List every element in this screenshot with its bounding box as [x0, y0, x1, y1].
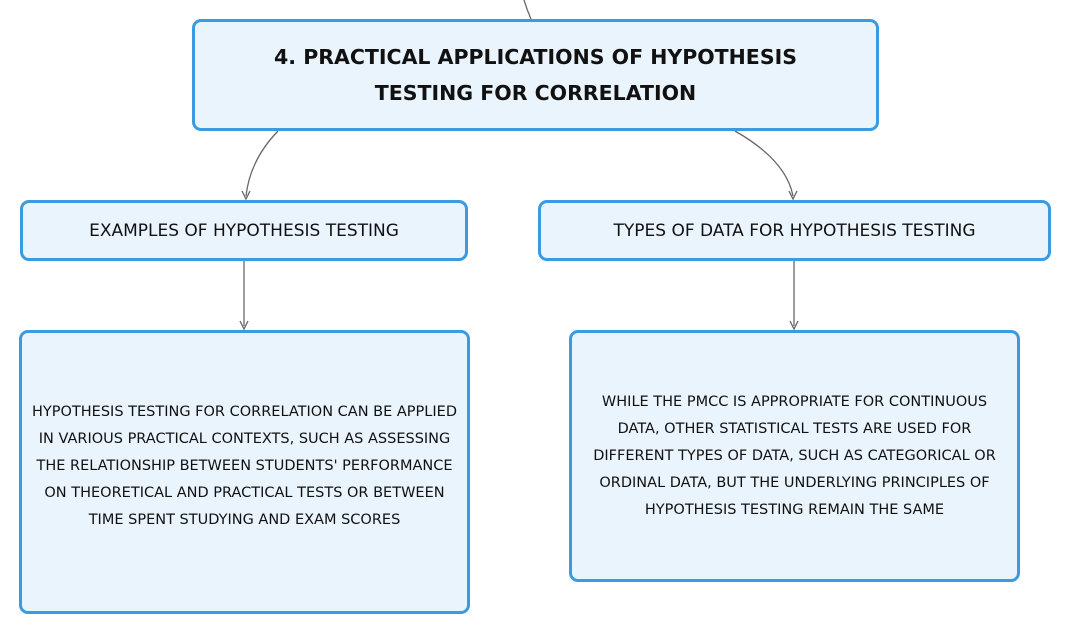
- types-node[interactable]: [538, 200, 1051, 261]
- connector-root-to-examples: [246, 131, 278, 196]
- types-detail-node[interactable]: [569, 330, 1020, 582]
- examples-detail-node[interactable]: [19, 330, 470, 614]
- root-node[interactable]: [192, 19, 879, 131]
- examples-node-label: EXAMPLES OF HYPOTHESIS TESTING: [89, 220, 399, 241]
- types-detail-text: WHILE THE PMCC IS APPROPRIATE FOR CONTINUOUS DATA, OTHER STATISTICAL TESTS ARE USED FOR DIFFERENT TYPES OF DATA, SUCH AS CATEGORICAL OR ORDINAL DATA, BUT THE UNDERLYING PRINCIPLES OF HYPOTHESIS TESTING REMAIN THE SAME: [593, 393, 996, 518]
- root-node-label: 4. PRACTICAL APPLICATIONS OF HYPOTHESIS TESTING FOR CORRELATION: [274, 45, 797, 105]
- connector-root-to-types: [735, 131, 793, 196]
- connector-parent-to-root: [524, 0, 531, 19]
- examples-node[interactable]: [20, 200, 468, 261]
- examples-detail-text: HYPOTHESIS TESTING FOR CORRELATION CAN BE APPLIED IN VARIOUS PRACTICAL CONTEXTS, SUCH AS ASSESSING THE RELATIONSHIP BETWEEN STUDENTS' PERFORMANCE ON THEORETICAL AND PRACTICAL TESTS OR BETWEEN TIME SPENT STUDYING AND EXAM SCORES: [32, 403, 457, 528]
- types-node-label: TYPES OF DATA FOR HYPOTHESIS TESTING: [613, 220, 976, 241]
